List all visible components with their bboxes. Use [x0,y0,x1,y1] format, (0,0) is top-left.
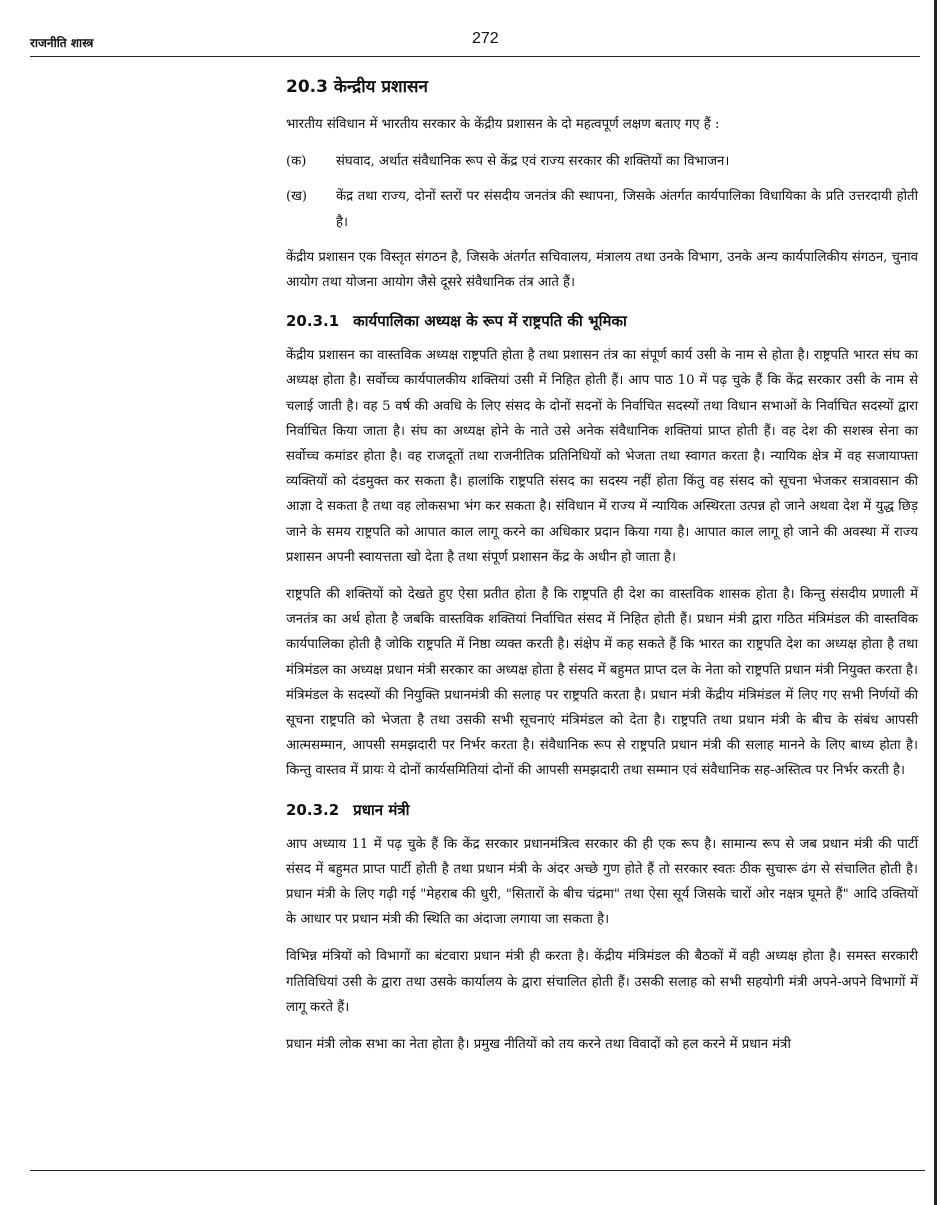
page-body [286,72,918,1069]
subsection-heading-president [286,307,918,335]
paragraph: आप अध्याय 11 में पढ़ चुके हैं कि केंद्र सरकार प्रधानमंत्रित्व सरकार की ही एक रूप है। सामान्य रूप से जब प्रधान मंत्री की पार्टी संसद में बहुमत प्राप्त पार्टी होती है तथा प्रधान मंत्री के अंदर अच्छे गुण होते हैं तो सरकार स्वतः ठीक सुचारू ढंग से संचालित होती है। प्रधान मंत्री के लिए गढ़ी गई "मेहराब की धुरी, "सितारों के बीच चंद्रमा" तथा ऐसा सूर्य जिसके चारों ओर नक्षत्र घूमते हैं" आदि उक्तियों के आधार पर प्रधान मंत्री की स्थिति का अंदाजा लगाया जा सकता है। [286,836,918,928]
paragraph: विभिन्न मंत्रियों को विभागों का बंटवारा प्रधान मंत्री ही करता है। केंद्रीय मंत्रिमंडल की बैठकों में वही अध्यक्ष होता है। समस्त सरकारी गतिविधियां उसी के द्वारा तथा उसके कार्यालय के द्वारा संचालित होती हैं। उसकी सलाह को सभी सहयोगी मंत्री अपने-अपने विभागों में लागू करते हैं। [286,949,918,1015]
section-intro: भारतीय संविधान में भारतीय सरकार के केंद्रीय प्रशासन के दो महत्वपूर्ण लक्षण बताए गए हैं : [286,117,720,132]
paragraph: राष्ट्रपति की शक्तियों को देखते हुए ऐसा प्रतीत होता है कि राष्ट्रपति ही देश का वास्तविक शासक होता है। किन्तु संसदीय प्रणाली में जनतंत्र का अर्थ होता है जबकि वास्तविक शक्तियां निर्वाचित संसद में निहित होती हैं। प्रधान मंत्री द्वारा गठित मंत्रिमंडल की वास्तविक कार्यपालिका होती है जोकि राष्ट्रपति में निष्ठा व्यक्त करती है। संक्षेप में कह सकते हैं कि भारत का राष्ट्रपति देश का अध्यक्ष होता है तथा मंत्रिमंडल का अध्यक्ष प्रधान मंत्री सरकार का अध्यक्ष होता है संसद में बहुमत प्राप्त दल के नेता को राष्ट्रपति प्रधान मंत्री नियुक्त करता है। मंत्रिमंडल के सदस्यों की नियुक्ति प्रधानमंत्री की सलाह पर राष्ट्रपति करता है। प्रधान मंत्री केंद्रीय मंत्रिमंडल में लिए गए सभी निर्णयों की सूचना राष्ट्रपति को भेजता है तथा उसकी सभी सूचनाएं मंत्रिमंडल को देता है। राष्ट्रपति तथा प्रधान मंत्री के बीच के संबंध आपसी आत्मसम्मान, आपसी समझदारी पर निर्भर करता है। संवैधानिक रूप से राष्ट्रपति प्रधान मंत्री की सलाह मानने के लिए बाध्य होता है। किन्तु वास्तव में प्रायः ये दोनों कार्यसमितियां दोनों की आपसी समझदारी तथा सम्मान एवं संवैधानिक सह-अस्तित्व पर निर्भर करती है। [286,587,918,779]
paragraph: प्रधान मंत्री लोक सभा का नेता होता है। प्रमुख नीतियों को तय करने तथा विवादों को हल करने में प्रधान मंत्री [286,1037,791,1053]
list-item [286,149,918,174]
list-item [286,184,918,234]
subsection-heading-prime-minister [286,796,918,824]
page-header [0,0,942,60]
list-marker: (क) [286,154,307,170]
paragraph: केंद्रीय प्रशासन का वास्तविक अध्यक्ष राष्ट्रपति होता है तथा प्रशासन तंत्र का संपूर्ण कार्य उसी के नाम से होता है। राष्ट्रपति भारत संघ का अध्यक्ष होता है। सर्वोच्च कार्यपालकीय शक्तियां उसी में निहित होती हैं। आप पाठ 10 में पढ़ चुके हैं कि केंद्र सरकार उसी के नाम से चलाई जाती है। वह 5 वर्ष की अवधि के लिए संसद के दोनों सदनों के निर्वाचित सदस्यों तथा विधान सभाओं के निर्वाचित सदस्यों द्वारा निर्वाचित किया जाता है। संघ का अध्यक्ष होने के नाते उसे अनेक संवैधानिक शक्तियां प्राप्त होती हैं। वह देश की सशस्त्र सेना का सर्वोच्च कमांडर होता है। वह राजदूतों तथा राजनीतिक प्रतिनिधियों को भेजता तथा स्वागत करता है। न्यायिक क्षेत्र में वह सजायाफ्ता व्यक्तियों को दंडमुक्त कर सकता है। हालांकि राष्ट्रपति संसद का सदस्य नहीं होता किंतु वह संसद को सूचना भेजकर सत्रावसान की आज्ञा दे सकता है तथा वह लोकसभा भंग कर सकता है। संविधान में राज्य में न्यायिक अस्थिरता उत्पन्न हो जाने अथवा देश में युद्ध छिड़ जाने के समय राष्ट्रपति को आपात काल लागू करने का अधिकार प्रदान किया गया है। आपात काल लागू हो जाने की अवस्था में राज्य प्रशासन अपनी स्वायत्तता खो देता है तथा संपूर्ण प्रशासन केंद्र के अधीन हो जाता है। [286,348,918,565]
subsection-number: 20.3.1 [286,312,340,331]
subsection-number: 20.3.2 [286,800,340,819]
list-marker: (ख) [286,189,308,205]
footer-rule [30,1170,925,1171]
section-paragraph: केंद्रीय प्रशासन एक विस्तृत संगठन है, जिसके अंतर्गत सचिवालय, मंत्रालय तथा उनके विभाग, उनके अन्य कार्यपालिकीय संगठन, चुनाव आयोग तथा योजना आयोग जैसे दूसरे संवैधानिक तंत्र आते हैं। [286,249,918,291]
subsection-title: प्रधान मंत्री [353,800,410,819]
running-title: राजनीति शास्त्र [30,36,94,50]
subsection-title: कार्यपालिका अध्यक्ष के रूप में राष्ट्रपति की भूमिका [353,312,627,331]
header-rule [30,56,920,57]
section-heading: 20.3 केन्द्रीय प्रशासन [286,77,428,97]
list-text: केंद्र तथा राज्य, दोनों स्तरों पर संसदीय जनतंत्र की स्थापना, जिसके अंतर्गत कार्यपालिका विधायिका के प्रति उत्तरदायी होती है। [336,189,918,230]
page-number: 272 [472,30,499,47]
list-text: संघवाद, अर्थात संवैधानिक रूप से केंद्र एवं राज्य सरकार की शक्तियों का विभाजन। [336,154,730,170]
page-edge-line [934,0,937,1205]
